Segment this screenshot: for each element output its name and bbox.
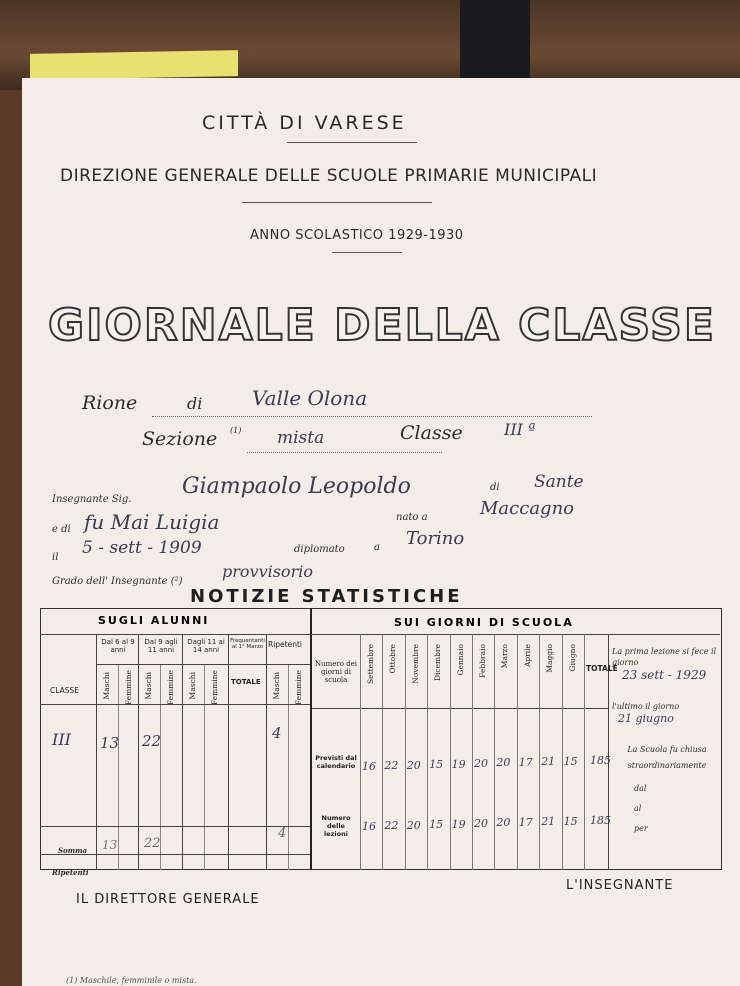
month-header: Marzo bbox=[500, 644, 510, 669]
maschi-4: Maschi bbox=[272, 672, 281, 700]
month-header: Giugno bbox=[567, 644, 577, 672]
month-header: Settembre bbox=[366, 644, 375, 684]
nato-label: nato a bbox=[396, 512, 428, 523]
lezioni-value: 16 bbox=[362, 820, 376, 833]
sezione-note: (1) bbox=[230, 426, 242, 435]
rione-of: di bbox=[187, 394, 203, 413]
direction-heading: DIREZIONE GENERALE DELLE SCUOLE PRIMARIE MUNICIPALI bbox=[60, 166, 598, 186]
data-value: 5 - sett - 1909 bbox=[82, 538, 202, 558]
month-header: Novembre bbox=[410, 644, 420, 684]
prima-lezione: La prima lezione si fece il giorno bbox=[612, 647, 717, 667]
previsti-value: 21 bbox=[541, 755, 556, 769]
nato-value: Maccagno bbox=[480, 498, 575, 519]
rione-value: Valle Olona bbox=[252, 386, 368, 410]
lezioni-value: 19 bbox=[451, 817, 466, 831]
previsti-value: 19 bbox=[451, 757, 466, 771]
month-header: Maggio bbox=[545, 644, 555, 673]
stats-title: NOTIZIE STATISTICHE bbox=[190, 586, 463, 607]
classe-label: Classe bbox=[400, 422, 463, 444]
maschi-1: Maschi bbox=[102, 672, 111, 700]
previsti-value: 185 bbox=[590, 754, 611, 767]
lezioni-value: 20 bbox=[474, 817, 488, 830]
footnote: (1) Maschile, femminile o mista. bbox=[66, 976, 197, 985]
somma-ripetenti: 4 bbox=[278, 826, 287, 841]
lezioni-value: 15 bbox=[563, 814, 578, 828]
giorni-title: SUI GIORNI DI SCUOLA bbox=[394, 616, 574, 629]
previsti-value: 17 bbox=[518, 755, 533, 769]
femmine-2: Femmine bbox=[166, 670, 175, 706]
ultimo-label: l'ultimo il giorno bbox=[612, 702, 680, 711]
page-title: GIORNALE DELLA CLASSE bbox=[48, 300, 716, 351]
numero-giorni: Numero dei giorni di scuola bbox=[314, 660, 358, 684]
ripetenti-label: Ripetenti bbox=[52, 868, 89, 877]
ripetenti-header: Ripetenti bbox=[268, 640, 303, 649]
age-9-11: Dal 9 agli 11 anni bbox=[144, 638, 178, 654]
row-maschi-9-11: 22 bbox=[142, 732, 162, 750]
month-header: Ottobre bbox=[388, 644, 398, 674]
lezioni-value: 17 bbox=[518, 815, 533, 829]
somma-label: Somma bbox=[58, 846, 88, 855]
ultimo-value: 21 giugno bbox=[618, 712, 674, 725]
femmine-1: Femmine bbox=[124, 670, 133, 706]
classe-col-header: CLASSE bbox=[50, 686, 79, 695]
femmine-4: Femmine bbox=[294, 670, 303, 706]
document-page bbox=[22, 78, 740, 986]
insegnante-footer: L'INSEGNANTE bbox=[566, 878, 674, 893]
divider bbox=[242, 202, 432, 203]
previsti-value: 20 bbox=[474, 757, 488, 770]
lezioni-value: 21 bbox=[541, 815, 556, 829]
previsti-value: 20 bbox=[496, 756, 511, 770]
frequentanti: Frequentanti al 1° Marzo bbox=[230, 638, 265, 650]
rione-label: Rione bbox=[82, 392, 138, 414]
prima-value: 23 sett - 1929 bbox=[622, 668, 707, 682]
row-classe: III bbox=[52, 730, 71, 749]
divider bbox=[287, 142, 417, 143]
somma-6-9: 13 bbox=[102, 838, 118, 852]
padre-value: Sante bbox=[534, 472, 584, 492]
school-year: ANNO SCOLASTICO 1929-1930 bbox=[250, 228, 464, 243]
previsti-value: 16 bbox=[362, 760, 376, 773]
sezione-value: mista bbox=[277, 428, 325, 448]
grado-label: Grado dell' Insegnante (²) bbox=[52, 576, 183, 587]
per-label: per bbox=[634, 824, 648, 833]
lezioni-label: Numero delle lezioni bbox=[321, 814, 351, 838]
lezioni-value: 185 bbox=[590, 814, 611, 827]
lezioni-value: 20 bbox=[406, 818, 421, 832]
dotted-line bbox=[152, 416, 592, 417]
row-ripetenti: 4 bbox=[272, 724, 282, 742]
previsti-label: Previsti dal calendario bbox=[315, 754, 357, 770]
maschi-3: Maschi bbox=[188, 672, 197, 700]
divider bbox=[332, 252, 402, 253]
totale-left: TOTALE bbox=[231, 678, 261, 686]
lezioni-value: 15 bbox=[429, 818, 444, 832]
maschi-2: Maschi bbox=[144, 672, 153, 700]
classe-value: III ª bbox=[504, 420, 536, 439]
month-header: Gennaio bbox=[455, 644, 465, 676]
grado-value: provvisorio bbox=[222, 562, 313, 581]
il-label: il bbox=[52, 552, 59, 563]
dal-label: dal bbox=[634, 784, 647, 793]
row-maschi-6-9: 13 bbox=[100, 734, 120, 752]
chiusa-label: La Scuola fu chiusa straordinariamente bbox=[627, 745, 707, 770]
insegnante-label: Insegnante Sig. bbox=[52, 494, 132, 505]
previsti-value: 15 bbox=[563, 754, 578, 768]
a-label: a bbox=[374, 542, 380, 553]
lezioni-value: 22 bbox=[384, 819, 399, 833]
city-heading: CITTÀ DI VARESE bbox=[202, 112, 407, 134]
previsti-value: 22 bbox=[384, 759, 399, 773]
previsti-value: 15 bbox=[429, 758, 444, 772]
age-11-14: Dagli 11 ai 14 anni bbox=[187, 638, 225, 654]
totale-right: TOTALE bbox=[586, 664, 618, 673]
month-header: Aprile bbox=[522, 644, 532, 668]
previsti-value: 20 bbox=[406, 758, 421, 772]
alunni-title: SUGLI ALUNNI bbox=[98, 614, 210, 627]
insegnante-value: Giampaolo Leopoldo bbox=[182, 474, 411, 499]
diplomato-label: diplomato bbox=[294, 544, 345, 555]
lezioni-value: 20 bbox=[496, 816, 511, 830]
somma-9-11: 22 bbox=[144, 836, 161, 851]
direttore-label: IL DIRETTORE GENERALE bbox=[76, 892, 260, 907]
age-6-9: Dal 6 al 9 anni bbox=[101, 638, 135, 654]
month-header: Dicembre bbox=[433, 644, 443, 681]
diplomato-value: Torino bbox=[406, 528, 465, 549]
al-label: al bbox=[634, 804, 642, 813]
month-header: Febbraio bbox=[478, 644, 487, 678]
edi-label: e di bbox=[52, 524, 71, 535]
femmine-3: Femmine bbox=[210, 670, 219, 706]
yellow-tab bbox=[30, 50, 238, 80]
sezione-label: Sezione bbox=[142, 428, 218, 450]
di-label: di bbox=[490, 482, 500, 493]
dotted-line bbox=[247, 452, 442, 453]
background-object bbox=[460, 0, 530, 80]
madre-value: fu Mai Luigia bbox=[84, 510, 220, 534]
